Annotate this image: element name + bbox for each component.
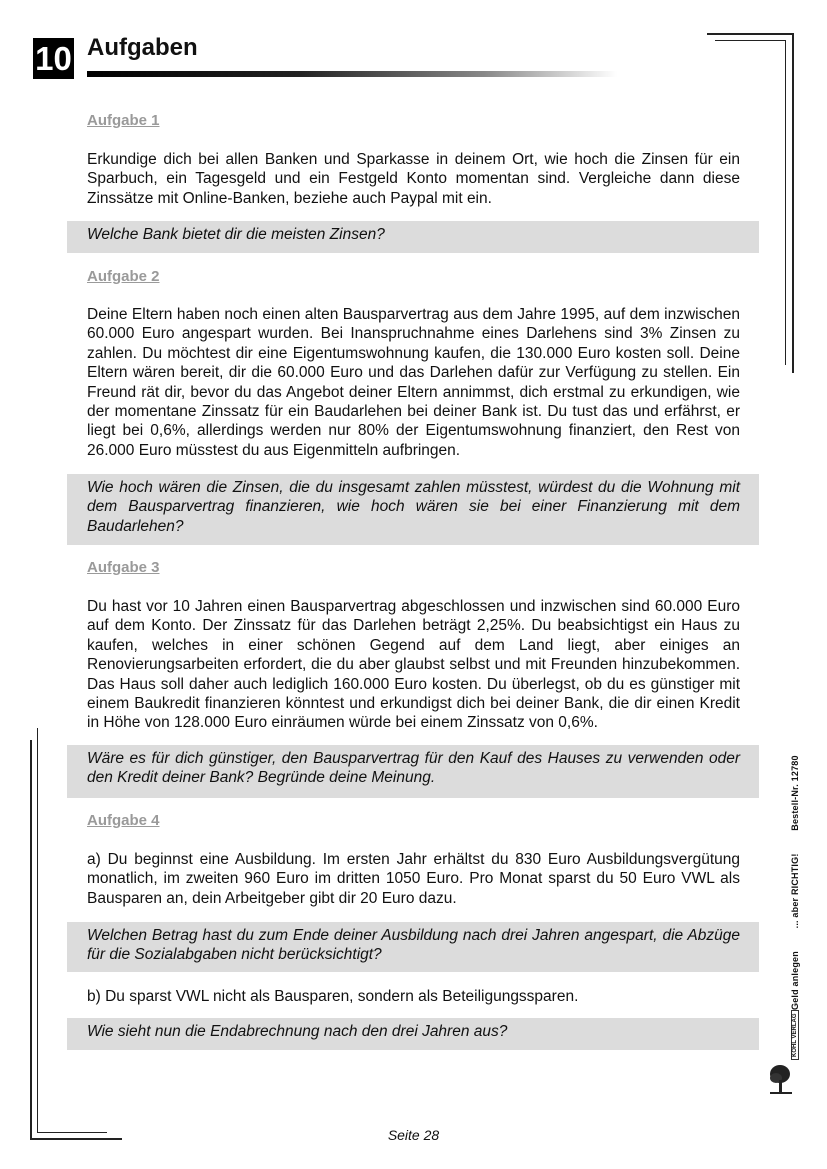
task-3-question: Wäre es für dich günstiger, den Bausparvertrag für den Kauf des Hauses zu verwenden oder den Kredit deiner Bank? Begründe deine Meinung.	[87, 750, 740, 787]
side-title: Geld anlegen	[790, 951, 800, 1010]
task-4-paragraph-b: b) Du sparst VWL nicht als Bausparen, sondern als Beteiligungssparen.	[87, 988, 579, 1005]
task-3-question-box	[67, 745, 759, 798]
side-order-number: Bestell-Nr. 12780	[790, 755, 800, 831]
frame-left-vertical-inner	[37, 728, 38, 1133]
task-2-paragraph: Deine Eltern haben noch einen alten Bausparvertrag aus dem Jahre 1995, auf dem inzwischen 60.000 Euro angespart wurden. Bei Inanspruchnahme eines Darlehens sind 3% Zinsen zu zahlen. Du möchtest dir eine Eigentumswohnung kaufen, die 130.000 Euro kosten soll. Deine Eltern wären bereit, dir die 60.000 Euro und das Darlehen dafür zur Verfügung zu stellen. Ein Freund rät dir, bevor du das Angebot deiner Eltern annimmst, dich erstmal zu erkundigen, wie der momentane Zinssatz für ein Baudarlehen bei deiner Bank ist. Du tust das und erfährst, er liegt bei 0,6%, allerdings werden nur 80% der Eigentumswohnung finanziert, den Rest von 26.000 Euro müsstest du aus Eigenmitteln aufbringen.	[87, 306, 740, 459]
frame-left-vertical	[30, 740, 32, 1140]
task-2-heading: Aufgabe 2	[87, 268, 160, 285]
title-underline	[87, 71, 617, 77]
task-4-question-a-box	[67, 922, 759, 972]
task-1-question-box	[67, 221, 759, 253]
frame-top-right-horizontal-inner	[715, 40, 785, 41]
chapter-number-badge: 10	[33, 38, 74, 79]
task-1-paragraph: Erkundige dich bei allen Banken und Sparkasse in deinem Ort, wie hoch die Zinsen für ein Sparbuch, ein Tagesgeld und ein Festgeld Konto momentan sind. Vergleiche dann diese Zinssätze mit Online-Banken, beziehe auch Paypal mit ein.	[87, 151, 740, 207]
task-4-question-b: Wie sieht nun die Endabrechnung nach den drei Jahren aus?	[87, 1023, 508, 1040]
task-4-paragraph-a: a) Du beginnst eine Ausbildung. Im ersten Jahr erhältst du 830 Euro Ausbildungsvergütung monatlich, im zweiten 960 Euro im dritten 1050 Euro. Pro Monat sparst du 50 Euro VWL als Bausparen an, dein Arbeitgeber gibt dir 20 Euro dazu.	[87, 851, 740, 907]
task-4-heading: Aufgabe 4	[87, 812, 160, 829]
page-number: Seite 28	[387, 1127, 440, 1143]
task-2-question-box	[67, 474, 759, 545]
task-2-question: Wie hoch wären die Zinsen, die du insgesamt zahlen müsstest, würdest du die Wohnung mit dem Bausparvertrag finanzieren, wie hoch wären sie bei einer Finanzierung mit dem Baudarlehen?	[87, 479, 740, 535]
publisher-logo-label: KOHL VERLAG	[791, 1010, 799, 1060]
task-4-question-b-box	[67, 1018, 759, 1050]
task-3-heading: Aufgabe 3	[87, 559, 160, 576]
task-1-heading: Aufgabe 1	[87, 112, 160, 129]
tree-logo-icon	[768, 1062, 794, 1096]
side-series: ... aber RICHTIG!	[790, 853, 800, 929]
task-4-question-a: Welchen Betrag hast du zum Ende deiner Ausbildung nach drei Jahren angespart, die Abzüge für die Sozialabgaben nicht berücksichtigt?	[87, 927, 740, 964]
frame-top-right-horizontal	[707, 33, 792, 35]
side-info	[790, 735, 800, 1010]
task-1-question: Welche Bank bietet dir die meisten Zinsen?	[87, 226, 385, 243]
page-title: Aufgaben	[87, 34, 198, 61]
task-3-paragraph: Du hast vor 10 Jahren einen Bausparvertrag abgeschlossen und inzwischen sind 60.000 Euro auf dem Konto. Der Zinssatz für das Darlehen beträgt 2,25%. Du beabsichtigst ein Haus zu kaufen, welches in einer schönen Gegend auf dem Land liegt, aber einiges an Renovierungsarbeiten erfordert, die du aber glaubst selbst und mit Freunden hinzubekommen. Das Haus soll daher auch lediglich 160.000 Euro kosten. Du überlegst, ob du es günstiger mit einem Baukredit finanzieren könntest und erkundigst dich bei deiner Bank, die dir einen Kredit in Höhe von 128.000 Euro einräumen würde bei einem Zinssatz von 0,6%.	[87, 598, 740, 732]
frame-right-vertical	[792, 33, 794, 373]
frame-right-vertical-inner	[785, 40, 786, 365]
